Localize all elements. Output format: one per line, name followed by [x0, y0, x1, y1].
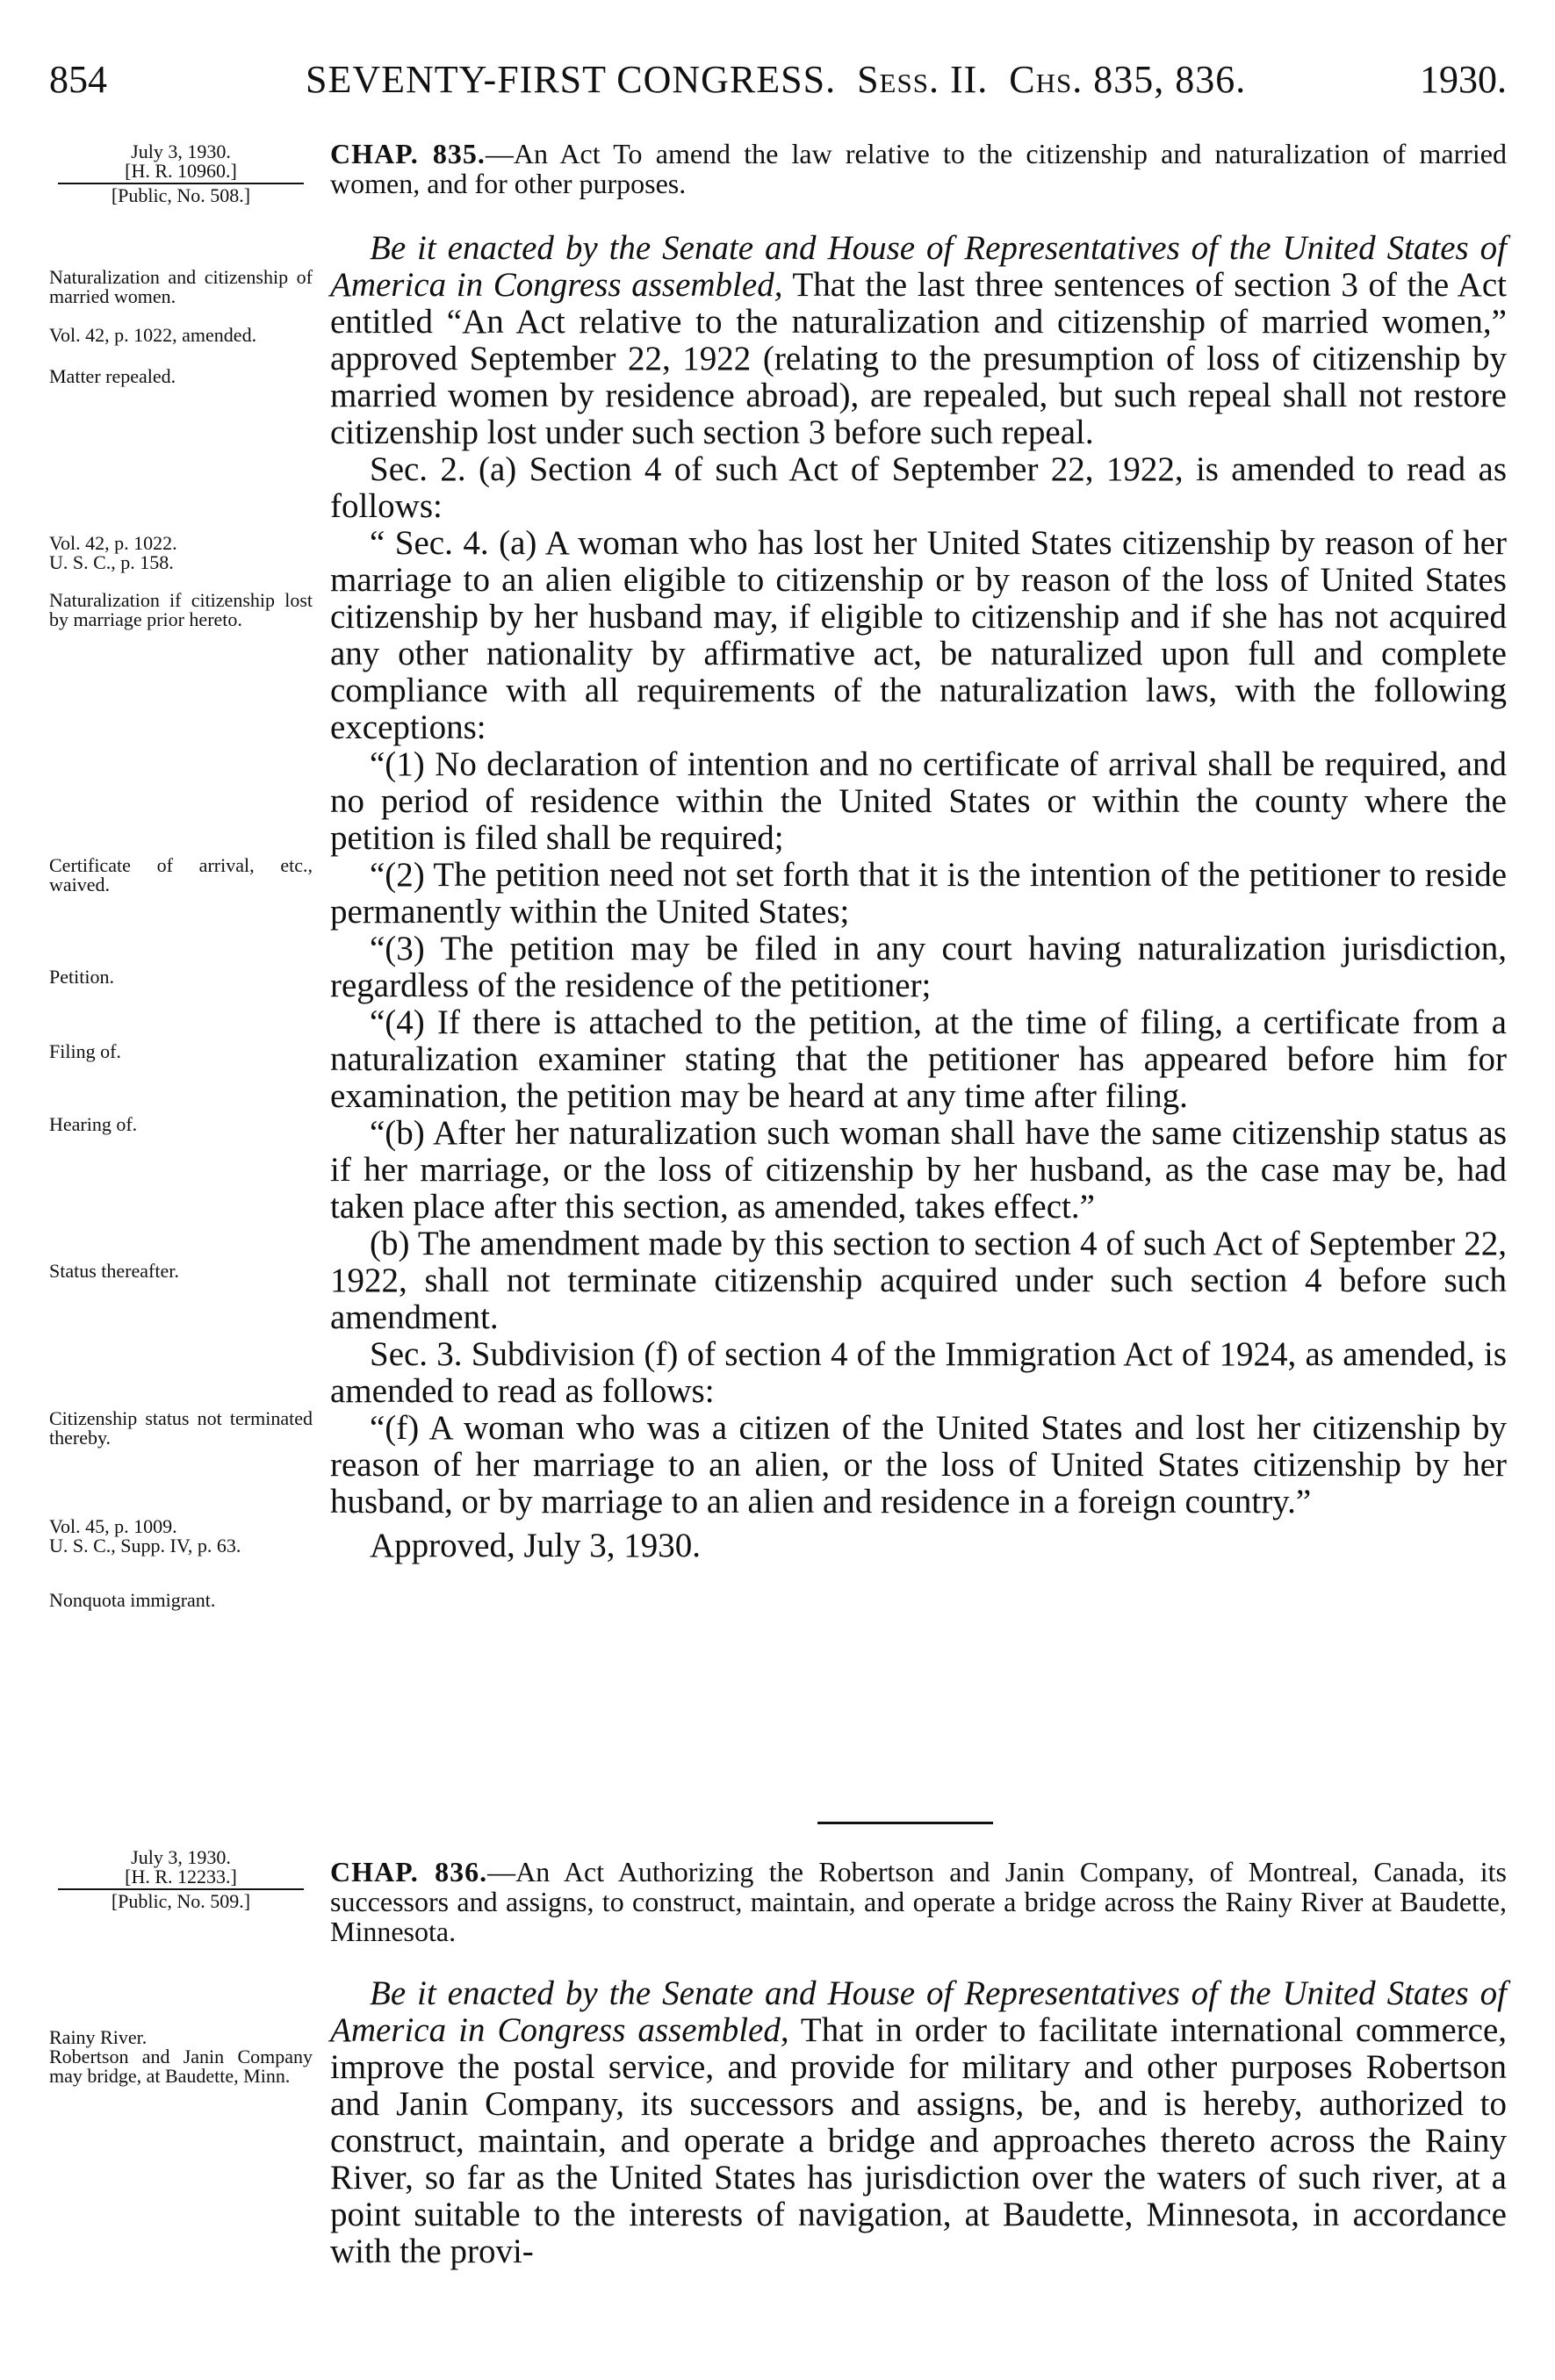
note-hearing: Hearing of. — [49, 1113, 138, 1135]
chap836-bill: [H. R. 12233.] — [125, 1866, 237, 1887]
note-robertson: Robertson and Janin Company may bridge, at Baudette, Minn. — [49, 2046, 313, 2087]
chap836-text: That in order to facilitate international commerce, improve the postal service, and provide for military and other purposes Robertson and Janin Company, its successors and assigns, be, and is hereby, authorized to construct, maintain, and operate a bridge and approaches thereto across the Rainy River, so far as the United States has jurisdiction over the waters of such river, at a point suitable to the interests of navigation, at Baudette, Minnesota, in accordance with the provi- — [330, 2011, 1508, 2270]
chap835-margin-head — [49, 142, 313, 205]
congress-title: SEVENTY-FIRST CONGRESS. — [306, 58, 837, 101]
subdivision-f: “(f) A woman who was a citizen of the United States and lost her citizenship by reason of her marriage to an alien, or the loss of United States citizenship by her husband, or by marriage to an alien and residence in a foreign country.” — [330, 1409, 1507, 1521]
chap836-label: CHAP. 836. — [330, 1856, 488, 1887]
note-nonquota: Nonquota immigrant. — [49, 1589, 216, 1611]
note-naturalization-lost: Naturalization if citizenship lost by marriage prior hereto. — [49, 589, 313, 630]
chap836-title: —An Act Authorizing the Robertson and Janin Company, of Montreal, Canada, its successors and assigns, to construct, maintain, and operate a bridge across the Rainy River at Baudette, Minnesota. — [330, 1856, 1508, 1947]
chap835-title: —An Act To amend the law relative to the citizenship and naturalization of married women, and for other purposes. — [330, 138, 1508, 199]
subsection-b-amendment: (b) The amendment made by this section to section 4 of such Act of September 22, 1922, shall not terminate citizenship acquired under such section 4 before such amendment. — [330, 1225, 1507, 1336]
enacting-clause: Be it enacted by the Senate and House of Representatives of the United States of America in Congress assembled, — [330, 1974, 1507, 2049]
chap835-bill: [H. R. 10960.] — [125, 160, 237, 182]
chap836-public: [Public, No. 509.] — [111, 1890, 251, 1912]
note-vol42-ref: Vol. 42, p. 1022. — [49, 532, 177, 554]
approved-line: Approved, July 3, 1930. — [370, 1527, 701, 1564]
note-citizenship-status: Citizenship status not terminated thereby. — [49, 1407, 313, 1449]
note-petition: Petition. — [49, 966, 114, 988]
note-usc-ref: U. S. C., p. 158. — [49, 551, 174, 573]
chap836-body — [330, 1975, 1507, 2270]
note-certificate: Certificate of arrival, etc., waived. — [49, 854, 313, 895]
chap836-date: July 3, 1930. — [131, 1846, 231, 1868]
chap835-body — [330, 230, 1507, 1564]
sec1-text: That the last three sentences of section 3 of the Act entitled “An Act relative to the naturalization and citizenship of married women,” approved September 22, 1922 (relating to the presumption of loss of citizenship by married women by residence abroad), are repealed, but such repeal shall not restore citizenship lost under such section 3 before such repeal. — [330, 266, 1507, 451]
exception-2: “(2) The petition need not set forth that it is the intention of the petitioner to reside permanently within the United States; — [330, 856, 1507, 931]
chap835-heading — [330, 139, 1507, 198]
session: Sess. II. — [857, 58, 989, 101]
note-vol42-amended: Vol. 42, p. 1022, amended. — [49, 324, 257, 346]
chapter-separator — [817, 1822, 993, 1824]
chap835-public: [Public, No. 508.] — [111, 184, 251, 206]
subsection-b-status: “(b) After her naturalization such woman shall have the same citizenship status as if her marriage, or the loss of citizenship by her husband, as the case may be, had taken place after this section, as amended, takes effect.” — [330, 1114, 1507, 1226]
note-rainy-river: Rainy River. — [49, 2026, 148, 2048]
page-year: 1930. — [1420, 58, 1507, 101]
note-status: Status thereafter. — [49, 1260, 179, 1282]
note-vol45-ref: Vol. 45, p. 1009. — [49, 1515, 177, 1537]
chapters: Chs. 835, 836. — [1009, 58, 1247, 101]
sec4-a: “ Sec. 4. (a) A woman who has lost her United States citizenship by reason of her marriage to an alien eligible to citizenship or by reason of the loss of United States citizenship by her husband may, if eligible to citizenship and if she has not acquired any other nationality by affirmative act, be naturalized upon full and complete compliance with all requirements of the naturalization laws, with the following exceptions: — [330, 524, 1507, 746]
chap835-date: July 3, 1930. — [131, 140, 231, 162]
exception-3: “(3) The petition may be filed in any court having naturalization jurisdiction, regardless of the residence of the petitioner; — [330, 930, 1507, 1004]
chap836-margin-head — [49, 1848, 313, 1911]
note-matter-repealed: Matter repealed. — [49, 365, 176, 387]
sec3: Sec. 3. Subdivision (f) of section 4 of the Immigration Act of 1924, as amended, is amended to read as follows: — [330, 1335, 1507, 1410]
page-number: 854 — [49, 58, 107, 101]
enacting-clause: Be it enacted by the Senate and House of Representatives of the United States of America in Congress assembled, — [330, 229, 1507, 304]
note-naturalization: Naturalization and citizenship of married women. — [49, 266, 313, 307]
page-header — [49, 49, 1507, 111]
chap835-label: CHAP. 835. — [330, 138, 486, 169]
exception-1: “(1) No declaration of intention and no certificate of arrival shall be required, and no period of residence within the United States or within the county where the petition is filed shall be required; — [330, 745, 1507, 857]
chap835-section-1 — [330, 230, 1507, 451]
running-head — [306, 49, 1246, 111]
sec2-intro: Sec. 2. (a) Section 4 of such Act of September 22, 1922, is amended to read as follows: — [330, 450, 1507, 525]
note-filing: Filing of. — [49, 1040, 121, 1062]
note-usc-supp: U. S. C., Supp. IV, p. 63. — [49, 1535, 241, 1557]
chap836-heading — [330, 1857, 1507, 1946]
exception-4: “(4) If there is attached to the petition, at the time of filing, a certificate from a naturalization examiner stating that the petitioner has appeared before him for examination, the petition may be heard at any time after filing. — [330, 1003, 1507, 1115]
chap836-section-1 — [330, 1975, 1507, 2270]
